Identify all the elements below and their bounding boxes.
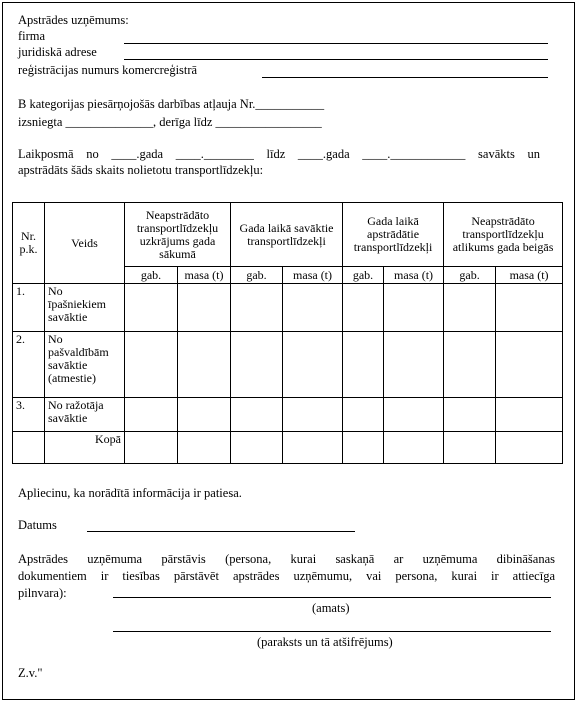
data-cell[interactable] [343,332,384,398]
data-cell[interactable] [444,398,496,432]
row-type: No pašvaldībām savāktie (atmestie) [45,332,125,398]
table-row [13,284,563,332]
regnum-field-line[interactable] [262,77,548,78]
position-field-line[interactable] [113,597,551,598]
header-stock-end: Neapstrādāto transportlīdzekļu atlikums gada beigās [444,203,563,267]
data-cell[interactable] [231,332,283,398]
row-type: No īpašniekiem savāktie [45,284,125,332]
data-cell[interactable] [125,284,178,332]
data-cell[interactable] [343,284,384,332]
data-cell[interactable] [125,432,178,464]
vehicles-table [12,202,563,464]
seal-label: Z.v." [18,666,43,680]
header-stock-start: Neapstrādāto transportlīdzekļu uzkrājums gada sākumā [125,203,231,267]
company-title: Apstrādes uzņēmums: [18,13,129,27]
row-type: No ražotāja savāktie [45,398,125,432]
subheader-masa: masa (t) [283,267,343,284]
subheader-gab: gab. [231,267,283,284]
data-cell[interactable] [384,432,444,464]
period-line-2: apstrādāts šāds skaits nolietotu transportlīdzekļu: [18,163,264,177]
address-label: juridiskā adrese [18,45,97,59]
header-nr: Nr. p.k. [13,203,45,284]
data-cell[interactable] [444,284,496,332]
data-cell[interactable] [496,398,563,432]
data-cell[interactable] [231,284,283,332]
header-veids: Veids [45,203,125,284]
rep-line-1: Apstrādes uzņēmuma pārstāvis (persona, kurai saskaņā ar uzņēmuma dibināšanas [18,552,555,566]
data-cell[interactable] [231,432,283,464]
row-number: 2. [13,332,45,398]
regnum-label: reģistrācijas numurs komercreģistrā [18,63,198,77]
firm-label: firma [18,29,46,43]
data-cell[interactable] [125,332,178,398]
table-row [13,332,563,398]
data-cell[interactable] [496,284,563,332]
rep-line-3: pilnvara): [18,586,67,600]
date-field-line[interactable] [87,531,355,532]
table-row [13,398,563,432]
date-label: Datums [18,518,57,532]
subheader-masa: masa (t) [384,267,444,284]
row-number: 1. [13,284,45,332]
table-total-row [13,432,563,464]
data-cell[interactable] [178,284,231,332]
rep-line-2: dokumentiem ir tiesības pārstāvēt apstrādes uzņēmumu, vai persona, kurai ir attiecīga [18,569,555,583]
data-cell[interactable] [283,332,343,398]
subheader-gab: gab. [444,267,496,284]
data-cell[interactable] [496,332,563,398]
subheader-gab: gab. [343,267,384,284]
row-number: 3. [13,398,45,432]
data-cell[interactable] [343,398,384,432]
signature-caption: (paraksts un tā atšifrējums) [257,635,393,649]
period-line-1: Laikposmā no ____.gada ____.________ līdz ____.gada ____.____________ savākts un [18,147,540,161]
data-cell[interactable] [283,398,343,432]
data-cell[interactable] [444,432,496,464]
subheader-masa: masa (t) [496,267,563,284]
data-cell[interactable] [283,432,343,464]
data-cell[interactable] [384,284,444,332]
total-label: Kopā [45,432,125,464]
data-cell[interactable] [444,332,496,398]
firm-field-line[interactable] [124,43,548,44]
position-caption: (amats) [312,601,350,615]
permit-line-1: B kategorijas piesārņojošās darbības atļauja Nr.___________ [18,97,325,111]
subheader-masa: masa (t) [178,267,231,284]
data-cell[interactable] [283,284,343,332]
header-processed: Gada laikā apstrādātie transportlīdzekļi [343,203,444,267]
subheader-gab: gab. [125,267,178,284]
data-cell[interactable] [178,398,231,432]
data-cell[interactable] [178,432,231,464]
address-field-line[interactable] [124,59,548,60]
signature-field-line[interactable] [113,631,551,632]
data-cell[interactable] [496,432,563,464]
header-collected: Gada laikā savāktie transportlīdzekļi [231,203,343,267]
data-cell[interactable] [343,432,384,464]
data-cell[interactable] [178,332,231,398]
empty-cell [13,432,45,464]
certify-text: Apliecinu, ka norādītā informācija ir patiesa. [18,486,242,500]
data-cell[interactable] [125,398,178,432]
permit-line-2: izsniegta ______________, derīga līdz _________________ [18,115,322,129]
data-cell[interactable] [231,398,283,432]
data-cell[interactable] [384,332,444,398]
data-cell[interactable] [384,398,444,432]
